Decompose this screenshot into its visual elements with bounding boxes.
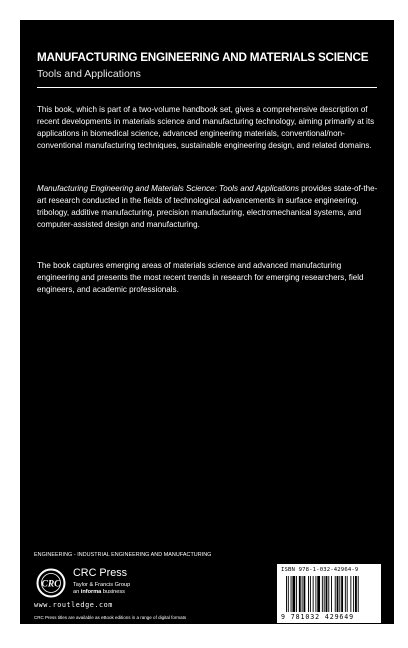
barcode-bar: [302, 576, 303, 612]
barcode-bar: [313, 576, 314, 612]
blurb-paragraph-1: This book, which is part of a two-volume handbook set, gives a comprehensive description of recent developments in materials science and manufacturing technology, aiming primarily at its applications in biomedical science, advanced engineering materials, conventional/non-conventional manufacturing techniques, sustainable engineering design, and related domains.: [37, 105, 375, 151]
publisher-group: Taylor & Francis Group: [73, 582, 131, 588]
barcode-bar: [341, 576, 343, 612]
publisher-website: www.routledge.com: [34, 601, 113, 609]
barcode-bar: [337, 576, 339, 612]
barcode-bar: [288, 576, 289, 612]
publisher-name: CRC Press: [73, 567, 127, 579]
title-divider: [37, 87, 377, 88]
blurb-paragraph-3: The book captures emerging areas of materials science and advanced manufacturing engineering and presents the most recent trends in research for emerging researchers, field engineers, and academic professionals.: [37, 261, 364, 295]
barcode-bar: [296, 576, 297, 612]
isbn-barcode-panel: [277, 564, 381, 623]
book-title: MANUFACTURING ENGINEERING AND MATERIALS SCIENCE: [37, 50, 369, 64]
barcode-bar: [358, 576, 359, 612]
barcode-bar: [345, 576, 346, 612]
ebook-availability-note: CRC Press titles are available as eBook editions in a range of digital formats: [34, 615, 187, 620]
barcode-bar: [353, 576, 354, 612]
informa-suffix: business: [101, 589, 125, 595]
blurb-book-title-italic: Manufacturing Engineering and Materials Science: Tools and Applications: [37, 184, 299, 193]
blurb-paragraph-2: [37, 183, 379, 231]
barcode-bar: [322, 576, 323, 612]
barcode-bar: [347, 576, 348, 612]
barcode-digits: 9 781032 429649: [281, 613, 355, 621]
back-cover: [20, 20, 394, 624]
barcode-bar: [315, 576, 316, 612]
logo-letters: CRC: [41, 579, 61, 590]
barcode-bar: [335, 576, 336, 612]
barcode-bar: [308, 576, 309, 612]
blurb-paragraph-2-text: provides state-of-the-art research conducted in the fields of technological advancements in surface engineering, tribology, additive manufacturing, precision manufacturing, electromechanical systems, and computer-assisted design and manufacturing.: [37, 184, 378, 230]
barcode-bar: [317, 576, 320, 612]
subject-category: ENGINEERING - INDUSTRIAL ENGINEERING AND MANUFACTURING: [34, 552, 212, 558]
barcode-bar: [328, 576, 329, 612]
barcode-bar: [339, 576, 340, 612]
barcode-bar: [355, 576, 357, 612]
crc-press-logo-icon: [36, 568, 66, 598]
barcode-bar: [326, 576, 328, 612]
barcode-bar: [331, 576, 332, 612]
barcode-bar: [299, 576, 301, 612]
informa-tagline: [73, 589, 125, 595]
informa-bold: informa: [80, 589, 102, 595]
barcode-bar: [324, 576, 325, 612]
book-subtitle: Tools and Applications: [37, 68, 141, 80]
barcode-bar: [286, 576, 287, 612]
barcode-bar: [303, 576, 305, 612]
barcode-bar: [350, 576, 351, 612]
isbn-number: ISBN 978-1-032-42964-9: [281, 567, 359, 573]
barcode-bar: [310, 576, 311, 612]
barcode-bar: [291, 576, 292, 612]
barcode-bar: [292, 576, 295, 612]
informa-prefix: an: [73, 589, 81, 595]
